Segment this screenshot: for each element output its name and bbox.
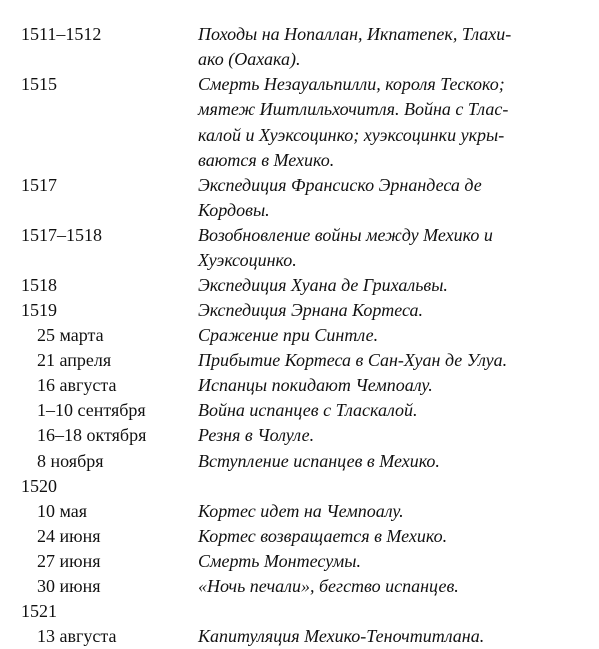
entry-event	[198, 524, 596, 549]
entry-date: 1518	[21, 275, 57, 295]
event-line: Смерть Монтесумы.	[198, 551, 361, 571]
event-line: Экспедиция Франсиско Эрнандеса де	[198, 175, 482, 195]
event-line: Смерть Незауальпилли, короля Тескоко;	[198, 74, 505, 94]
event-line: Война испанцев с Тласкалой.	[198, 400, 418, 420]
entry-event	[198, 173, 596, 224]
event-line: Экспедиция Эрнана Кортеса.	[198, 300, 423, 320]
event-line: Походы на Нопаллан, Икпатепек, Тлахи-	[198, 24, 512, 44]
entry-event	[198, 423, 596, 448]
entry-event	[198, 348, 596, 373]
event-line: Резня в Чолуле.	[198, 425, 315, 445]
entry-date: 10 мая	[37, 501, 88, 521]
entry-date: 16–18 октября	[37, 425, 147, 445]
entry-date: 1520	[21, 476, 57, 496]
entry-date: 8 ноября	[37, 451, 104, 471]
entry-date: 30 июня	[37, 576, 101, 596]
event-line: Кортес идет на Чемпоалу.	[198, 501, 404, 521]
entry-date: 1519	[21, 300, 57, 320]
event-line: ваются в Мехико.	[198, 149, 335, 170]
event-line: Хуэксоцинко.	[198, 250, 297, 271]
entry-event	[198, 574, 596, 599]
entry-date: 1511–1512	[21, 24, 102, 44]
entry-event	[198, 72, 596, 173]
entry-date: 1515	[21, 74, 57, 94]
entry-event	[198, 449, 596, 474]
event-line: Сражение при Синтле.	[198, 325, 379, 345]
entry-date: 27 июня	[37, 551, 101, 571]
entry-date: 21 апреля	[37, 350, 112, 370]
event-line: калой и Хуэксоцинко; хуэксоцинки укры-	[198, 124, 505, 145]
event-line: Капитуляция Мехико-Теночтитлана.	[198, 626, 485, 646]
entry-event	[198, 398, 596, 423]
entry-date: 25 марта	[37, 325, 104, 345]
entry-date: 24 июня	[37, 526, 101, 546]
entry-date: 1521	[21, 601, 57, 621]
event-line: Кортес возвращается в Мехико.	[198, 526, 448, 546]
event-line: Экспедиция Хуана де Грихальвы.	[198, 275, 448, 295]
event-line: Кордовы.	[198, 200, 270, 221]
entry-event	[198, 298, 596, 323]
entry-event	[198, 499, 596, 524]
entry-date: 13 августа	[37, 626, 117, 646]
entry-date: 1517–1518	[21, 225, 102, 245]
entry-event	[198, 323, 596, 348]
event-line: Прибытие Кортеса в Сан-Хуан де Улуа.	[198, 350, 508, 370]
entry-date: 1517	[21, 175, 57, 195]
entry-event	[198, 22, 596, 73]
entry-date: 16 августа	[37, 375, 117, 395]
entry-event	[198, 373, 596, 398]
event-line: Возобновление войны между Мехико и	[198, 225, 493, 245]
event-line: Испанцы покидают Чемпоалу.	[198, 375, 433, 395]
entry-event	[198, 273, 596, 298]
event-line: ако (Оахака).	[198, 49, 301, 70]
entry-date: 1–10 сентября	[37, 400, 146, 420]
entry-event	[198, 549, 596, 574]
event-line: Вступление испанцев в Мехико.	[198, 451, 440, 471]
entry-event	[198, 223, 596, 274]
entry-event	[198, 624, 596, 649]
event-line: «Ночь печали», бегство испанцев.	[198, 576, 459, 596]
event-line: мятеж Иштлильхочитля. Война с Тлас-	[198, 99, 509, 120]
